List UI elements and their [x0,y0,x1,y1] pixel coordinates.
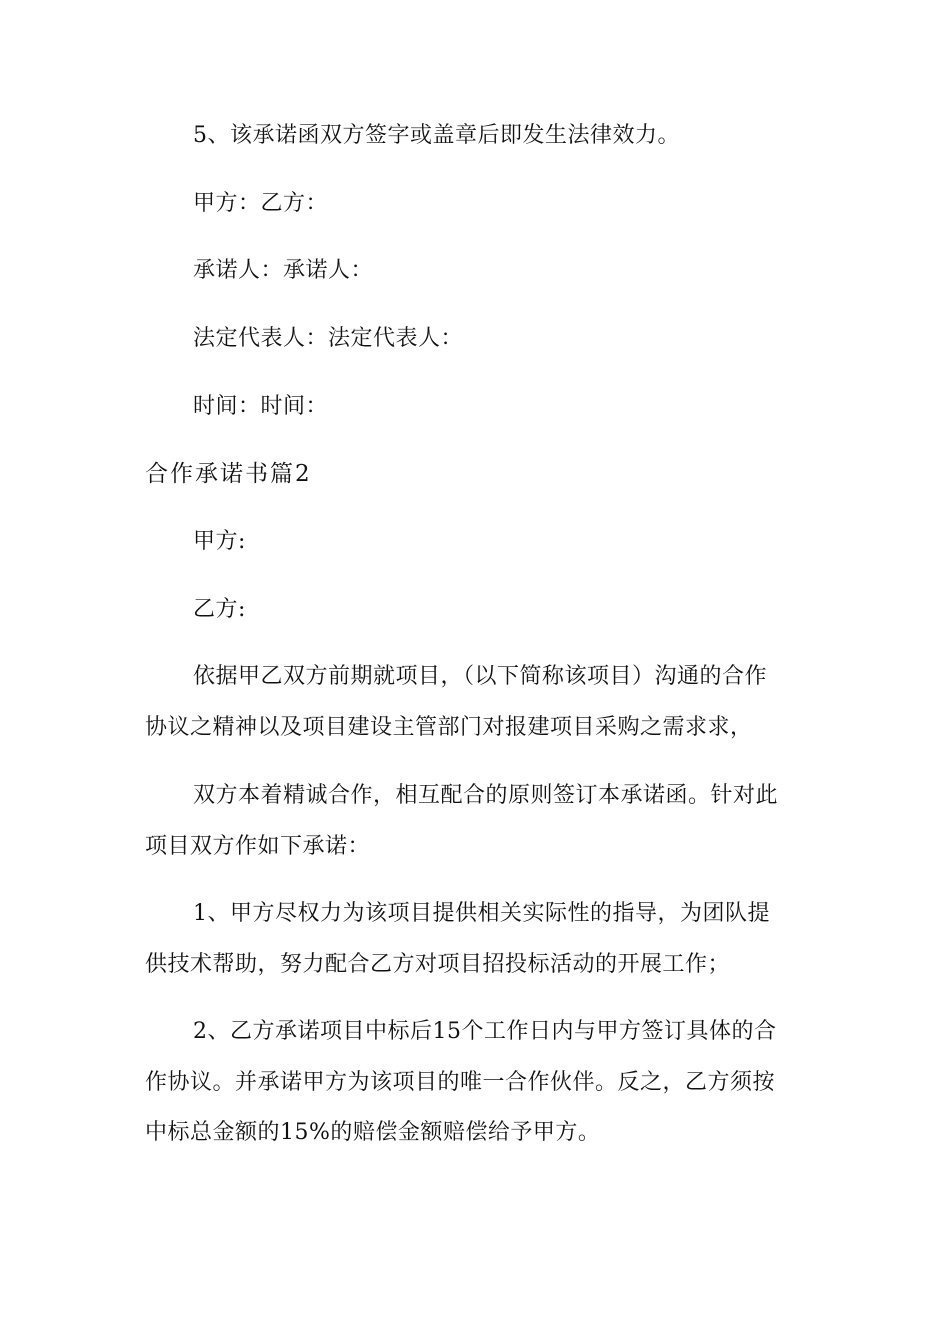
clause-2-line-2: 作协议。并承诺甲方为该项目的唯一合作伙伴。反之，乙方须按 [145,1070,776,1095]
clause-2-line-1: 2、乙方承诺项目中标后15个工作日内与甲方签订具体的合 [193,1019,777,1044]
legal-representative-labels: 法定代表人：法定代表人： [193,326,464,351]
paragraph-principle-line-1: 双方本着精诚合作，相互配合的原则签订本承诺函。针对此 [193,783,779,808]
clause-5: 5、该承诺函双方签字或盖章后即发生法律效力。 [193,123,680,148]
clause-1-line-2: 供技术帮助，努力配合乙方对项目招投标活动的开展工作； [145,952,731,977]
section-heading: 合作承诺书篇2 [145,461,312,487]
clause-1-line-1: 1、甲方尽权力为该项目提供相关实际性的指导，为团队提 [193,901,770,926]
clause-2-line-3: 中标总金额的15%的赔偿金额赔偿给予甲方。 [145,1120,601,1145]
party-a-label: 甲方: [193,529,246,554]
promisor-labels: 承诺人：承诺人： [193,258,374,283]
paragraph-basis-line-2: 协议之精神以及项目建设主管部门对报建项目采购之需求求， [145,715,753,740]
time-labels: 时间：时间： [193,394,329,419]
party-b-label: 乙方: [193,597,246,622]
party-labels: 甲方：乙方： [193,191,329,216]
paragraph-principle-line-2: 项目双方作如下承诺： [145,834,371,859]
paragraph-basis-line-1: 依据甲乙双方前期就项目，（以下简称该项目）沟通的合作 [193,664,768,689]
